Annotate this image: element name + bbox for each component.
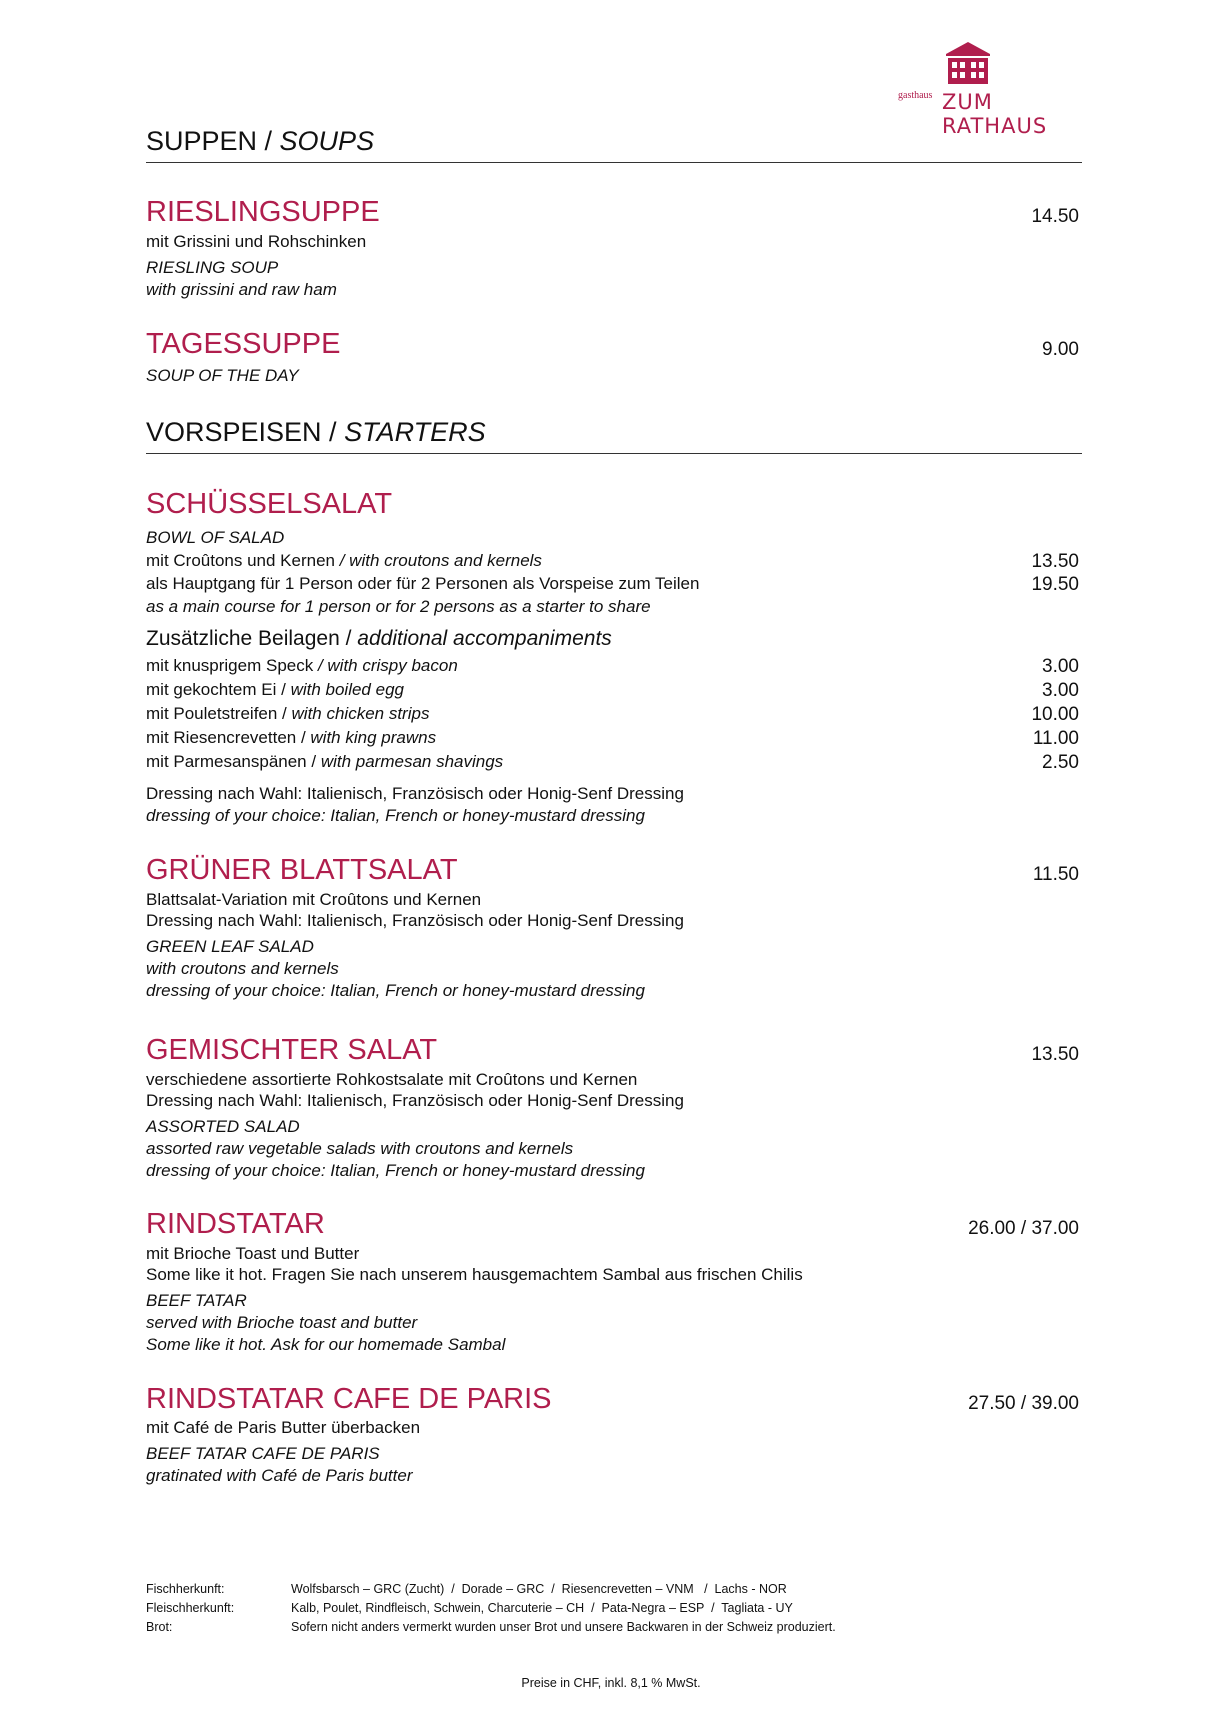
extra-price: 2.50 xyxy=(1042,752,1079,773)
extra-price: 3.00 xyxy=(1042,680,1079,701)
section-soups xyxy=(146,126,1082,163)
extras-heading-en: additional accompaniments xyxy=(357,627,612,650)
section-starters-en: STARTERS xyxy=(344,417,486,447)
dish-desc-de: mit Brioche Toast und Butter xyxy=(146,1244,360,1263)
dish-desc-en: with grissini and raw ham xyxy=(146,280,337,299)
dish-desc-de: mit Grissini und Rohschinken xyxy=(146,232,367,251)
extra-de: mit Pouletstreifen / xyxy=(146,704,292,723)
footer-label: Brot: xyxy=(146,1620,173,1634)
dressing-en: dressing of your choice: Italian, French or honey-mustard dressing xyxy=(146,806,645,825)
dish-desc-en: as a main course for 1 person or for 2 persons as a starter to share xyxy=(146,597,651,616)
building-icon xyxy=(944,40,992,86)
dish-desc-en: ASSORTED SALAD xyxy=(146,1117,300,1136)
dish-desc-en: BEEF TATAR xyxy=(146,1291,247,1310)
footer-text: Kalb, Poulet, Rindfleisch, Schwein, Charcuterie – CH / Pata-Negra – ESP / Tagliata - UY xyxy=(291,1601,793,1615)
dish-price-riesling: 14.50 xyxy=(1031,206,1079,227)
extra-item xyxy=(146,704,429,724)
dish-title-tages: TAGESSUPPE xyxy=(146,328,341,360)
dish-title-riesling: RIESLINGSUPPE xyxy=(146,196,380,228)
option-en: / with croutons and kernels xyxy=(339,551,542,570)
extra-de: mit knusprigem Speck xyxy=(146,656,318,675)
section-starters-de: VORSPEISEN / xyxy=(146,417,345,447)
dressing-de: Dressing nach Wahl: Italienisch, Französisch oder Honig-Senf Dressing xyxy=(146,784,684,803)
extras-heading xyxy=(146,627,612,651)
dish-option-line xyxy=(146,551,542,571)
dish-price-gemischter: 13.50 xyxy=(1031,1044,1079,1065)
extra-item xyxy=(146,656,458,676)
dish-desc-en: gratinated with Café de Paris butter xyxy=(146,1466,413,1485)
dish-desc-en: BEEF TATAR CAFE DE PARIS xyxy=(146,1444,380,1463)
extra-item xyxy=(146,728,436,748)
section-starters xyxy=(146,417,1082,454)
dish-price-gruener: 11.50 xyxy=(1032,864,1079,885)
dish-title-tatar: RINDSTATAR xyxy=(146,1208,325,1240)
logo xyxy=(898,40,1098,138)
dish-desc-en: GREEN LEAF SALAD xyxy=(146,937,314,956)
dish-desc-de: mit Café de Paris Butter überbacken xyxy=(146,1418,421,1437)
extra-en: with king prawns xyxy=(310,728,437,747)
dish-desc-de: Some like it hot. Fragen Sie nach unserem hausgemachtem Sambal aus frischen Chilis xyxy=(146,1265,803,1284)
dish-desc-en: dressing of your choice: Italian, French or honey-mustard dressing xyxy=(146,1161,645,1180)
extra-de: mit Parmesanspänen / xyxy=(146,752,321,771)
extra-price: 3.00 xyxy=(1042,656,1079,677)
extra-en: / with crispy bacon xyxy=(317,656,458,675)
logo-name: ZUM RATHAUS xyxy=(942,90,1048,138)
dish-desc-de: Dressing nach Wahl: Italienisch, Französisch oder Honig-Senf Dressing xyxy=(146,1091,684,1110)
dish-title-gemischter: GEMISCHTER SALAT xyxy=(146,1034,438,1066)
section-soups-de: SUPPEN / xyxy=(146,126,280,156)
section-soups-en: SOUPS xyxy=(279,126,375,156)
dish-price-paris: 27.50 / 39.00 xyxy=(968,1393,1079,1414)
dish-desc-de: Blattsalat-Variation mit Croûtons und Kernen xyxy=(146,890,482,909)
dish-price: 13.50 xyxy=(1031,551,1079,572)
dish-price-tages: 9.00 xyxy=(1042,339,1079,360)
footer-text: Sofern nicht anders vermerkt wurden unser Brot und unsere Backwaren in der Schweiz produziert. xyxy=(291,1620,836,1634)
dish-desc-en: dressing of your choice: Italian, French or honey-mustard dressing xyxy=(146,981,645,1000)
logo-small-text: gasthaus xyxy=(898,90,933,101)
dish-option-line: als Hauptgang für 1 Person oder für 2 Personen als Vorspeise zum Teilen xyxy=(146,574,700,593)
dish-desc-en: served with Brioche toast and butter xyxy=(146,1313,418,1332)
extra-item xyxy=(146,680,404,700)
extra-en: with chicken strips xyxy=(291,704,430,723)
dish-desc-en: with croutons and kernels xyxy=(146,959,339,978)
dish-desc-en: SOUP OF THE DAY xyxy=(146,366,299,385)
extra-price: 10.00 xyxy=(1031,704,1079,725)
extra-price: 11.00 xyxy=(1032,728,1079,749)
dish-desc-en: Some like it hot. Ask for our homemade Sambal xyxy=(146,1335,506,1354)
extra-de: mit gekochtem Ei / xyxy=(146,680,291,699)
footer-label: Fleischherkunft: xyxy=(146,1601,235,1615)
dish-price-tatar: 26.00 / 37.00 xyxy=(968,1218,1079,1239)
extra-en: with boiled egg xyxy=(290,680,404,699)
dish-title-gruener: GRÜNER BLATTSALAT xyxy=(146,854,458,886)
dish-price: 19.50 xyxy=(1031,574,1079,595)
dish-desc-en: BOWL OF SALAD xyxy=(146,528,285,547)
footer-prices: Preise in CHF, inkl. 8,1 % MwSt. xyxy=(521,1676,701,1690)
extra-en: with parmesan shavings xyxy=(320,752,504,771)
footer-label: Fischherkunft: xyxy=(146,1582,225,1596)
dish-desc-en: RIESLING SOUP xyxy=(146,258,279,277)
dish-desc-de: Dressing nach Wahl: Italienisch, Französisch oder Honig-Senf Dressing xyxy=(146,911,684,930)
dish-desc-en: assorted raw vegetable salads with croutons and kernels xyxy=(146,1139,574,1158)
extras-heading-de: Zusätzliche Beilagen / xyxy=(146,627,358,650)
extra-item xyxy=(146,752,503,772)
dish-title-paris: RINDSTATAR CAFE DE PARIS xyxy=(146,1383,552,1415)
dish-title-schuessel: SCHÜSSELSALAT xyxy=(146,488,393,520)
dish-desc-de: verschiedene assortierte Rohkostsalate mit Croûtons und Kernen xyxy=(146,1070,638,1089)
option-de: mit Croûtons und Kernen xyxy=(146,551,340,570)
extra-de: mit Riesencrevetten / xyxy=(146,728,311,747)
footer-text: Wolfsbarsch – GRC (Zucht) / Dorade – GRC / Riesencrevetten – VNM / Lachs - NOR xyxy=(291,1582,787,1596)
